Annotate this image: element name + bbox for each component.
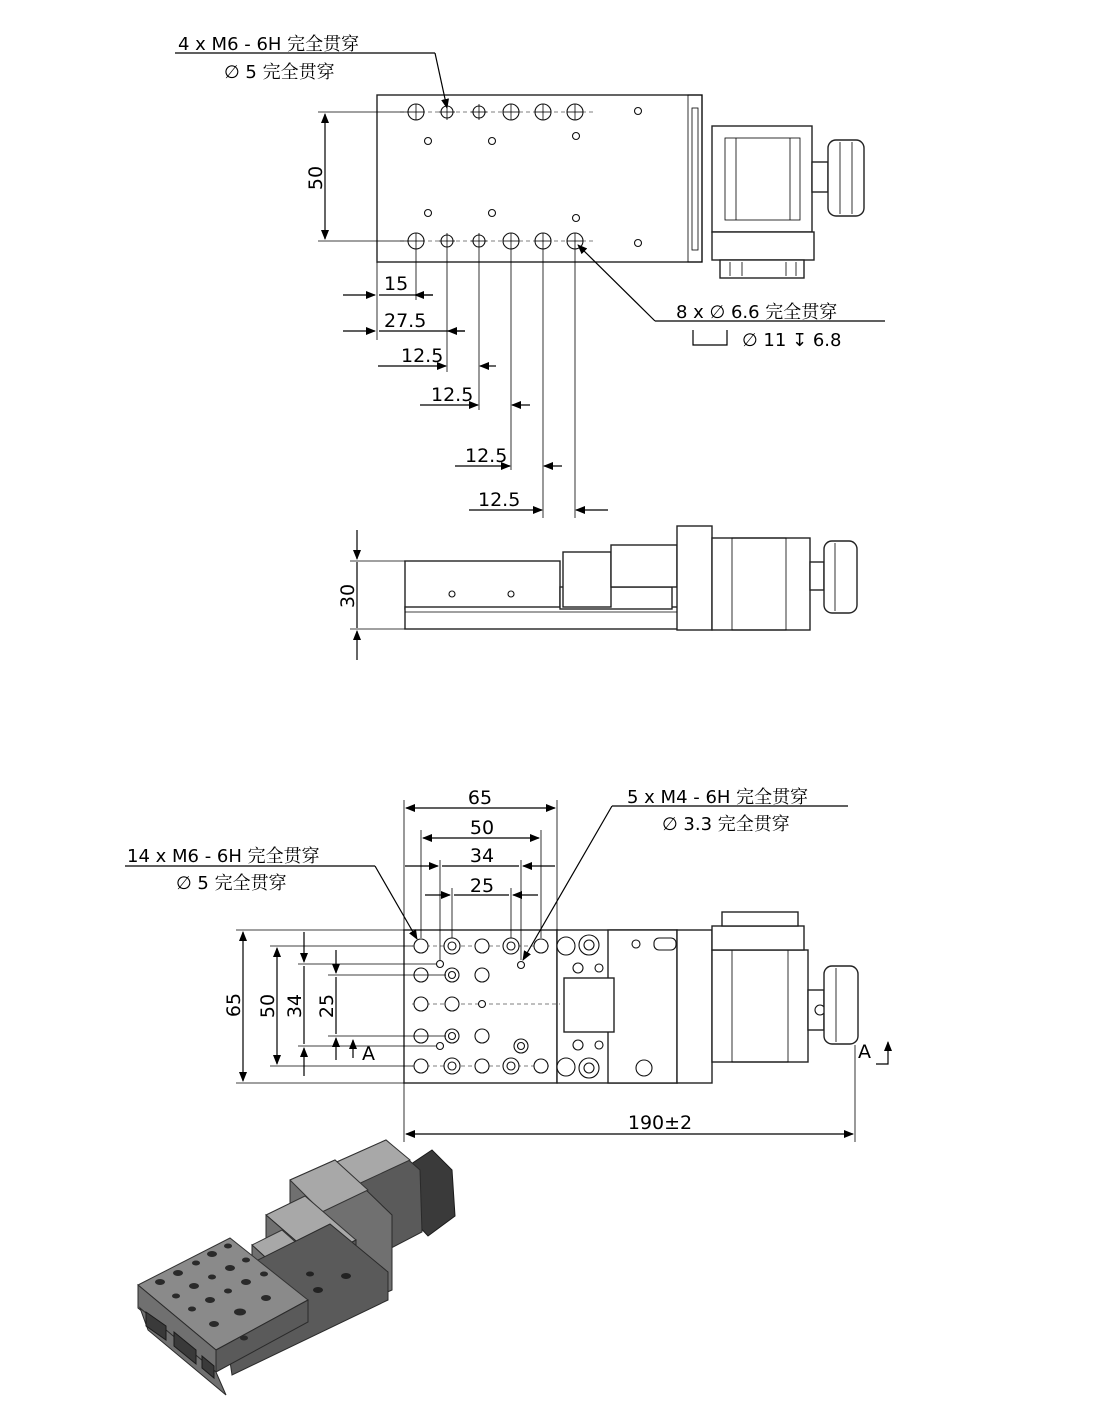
side-view-knob xyxy=(824,541,857,613)
bottom-dim-height-25: 25 xyxy=(316,993,338,1019)
top-right-callout-line1: 8 x ∅ 6.6 完全贯穿 xyxy=(676,302,838,323)
bottom-dim-length: 190±2 xyxy=(627,1112,693,1134)
bottom-dim-width-34: 34 xyxy=(469,845,495,867)
bottom-view xyxy=(125,787,888,1142)
side-view-base xyxy=(405,607,710,629)
side-view-knob-shaft xyxy=(810,562,824,590)
bottom-dim-height-50: 50 xyxy=(257,993,279,1019)
bottom-dim-width-65: 65 xyxy=(467,787,493,809)
bottom-right-callout-line1: 5 x M4 - 6H 完全贯穿 xyxy=(627,787,809,808)
section-mark-right: A xyxy=(858,1041,871,1063)
bottom-dim-height-65: 65 xyxy=(223,992,245,1018)
dim-chain-15: 15 xyxy=(384,273,409,295)
dim-chain-12-5-c: 12.5 xyxy=(465,445,508,467)
top-view xyxy=(175,34,885,518)
dim-chain-12-5-d: 12.5 xyxy=(478,489,521,511)
bottom-right-callout-line2: ∅ 3.3 完全贯穿 xyxy=(662,814,790,835)
dim-chain-12-5-a: 12.5 xyxy=(401,345,444,367)
top-right-callout-line2: ∅ 11 ↧ 6.8 xyxy=(742,330,842,351)
top-callout-line2: ∅ 5 完全贯穿 xyxy=(224,62,335,83)
dim-chain-27-5: 27.5 xyxy=(384,310,427,332)
top-view-connector-block xyxy=(712,232,814,260)
bottom-view-window xyxy=(564,978,614,1032)
top-view-knob-shaft xyxy=(812,162,828,192)
bottom-left-callout-line2: ∅ 5 完全贯穿 xyxy=(176,873,287,894)
bottom-dim-width-50: 50 xyxy=(469,817,495,839)
top-view-motor xyxy=(712,126,812,232)
top-view-knob xyxy=(828,140,864,216)
side-view xyxy=(337,526,857,660)
side-view-carriage xyxy=(405,561,560,609)
bottom-view-flange xyxy=(677,930,712,1083)
bottom-view-motor xyxy=(712,950,808,1062)
side-view-motor xyxy=(712,538,810,630)
side-view-motor-housing xyxy=(611,545,677,587)
bottom-dim-width-25: 25 xyxy=(469,875,495,897)
top-callout-line1: 4 x M6 - 6H 完全贯穿 xyxy=(178,34,360,55)
side-view-flange xyxy=(677,526,712,630)
bottom-view-knob xyxy=(824,966,858,1044)
bottom-left-callout-line1: 14 x M6 - 6H 完全贯穿 xyxy=(127,846,320,867)
side-view-dim-height: 30 xyxy=(337,583,359,609)
bottom-view-connector-head xyxy=(722,912,798,926)
counterbore-symbol xyxy=(693,330,727,345)
dim-chain-12-5-b: 12.5 xyxy=(431,384,474,406)
side-view-coupler xyxy=(563,552,611,607)
bottom-dim-height-34: 34 xyxy=(284,993,306,1019)
top-view-connector xyxy=(720,260,804,278)
isometric-view xyxy=(138,1140,455,1395)
top-view-dim-height: 50 xyxy=(305,165,327,191)
section-mark-left: A xyxy=(362,1043,375,1065)
bottom-view-connector xyxy=(712,926,804,950)
